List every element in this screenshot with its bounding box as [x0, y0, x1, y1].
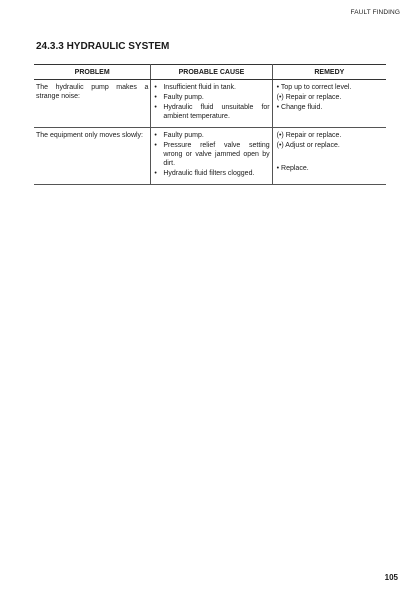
remedy-item: (•) Repair or replace. — [276, 132, 342, 139]
cause-item: • Faulty pump. — [154, 132, 204, 139]
remedy-item: (•) Adjust or replace. — [276, 142, 340, 149]
cause-item: • Hydraulic fluid unsuitable for ambient temperature. — [154, 104, 270, 120]
bullet-icon: • — [154, 132, 157, 139]
cause-cell — [151, 80, 272, 128]
problem-cell: The hydraulic pump makes a strange noise: — [34, 80, 151, 128]
fault-table — [34, 64, 386, 185]
bullet-icon: • — [154, 94, 157, 101]
column-header-cause: PROBABLE CAUSE — [151, 65, 272, 80]
table-row — [34, 128, 386, 185]
page-number: 105 — [384, 573, 398, 582]
remedy-item: • Change fluid. — [276, 104, 323, 111]
section-title: 24.3.3 HYDRAULIC SYSTEM — [36, 41, 170, 52]
bullet-icon: • — [154, 84, 157, 91]
remedy-cell — [272, 128, 386, 185]
bullet-icon: • — [154, 142, 157, 149]
cause-list — [153, 131, 269, 178]
cause-item: • Insufficient fluid in tank. — [154, 84, 236, 91]
cause-item: • Pressure relief valve setting wrong or valve jammed open by dirt. — [154, 142, 270, 167]
column-header-remedy: REMEDY — [272, 65, 386, 80]
cause-item: • Faulty pump. — [154, 94, 204, 101]
cause-item: • Hydraulic fluid filters clogged. — [154, 170, 255, 177]
remedy-item: (•) Repair or replace. — [276, 94, 342, 101]
problem-cell: The equipment only moves slowly: — [34, 128, 151, 185]
remedy-cell — [272, 80, 386, 128]
running-header: FAULT FINDING — [350, 9, 400, 16]
table-header-row — [34, 65, 386, 80]
column-header-problem: PROBLEM — [34, 65, 151, 80]
cause-cell — [151, 128, 272, 185]
remedy-item: • Top up to correct level. — [276, 84, 352, 91]
bullet-icon: • — [154, 104, 157, 111]
cause-list — [153, 83, 269, 121]
table-row — [34, 80, 386, 128]
bullet-icon: • — [154, 170, 157, 177]
remedy-item: • Replace. — [276, 165, 309, 172]
